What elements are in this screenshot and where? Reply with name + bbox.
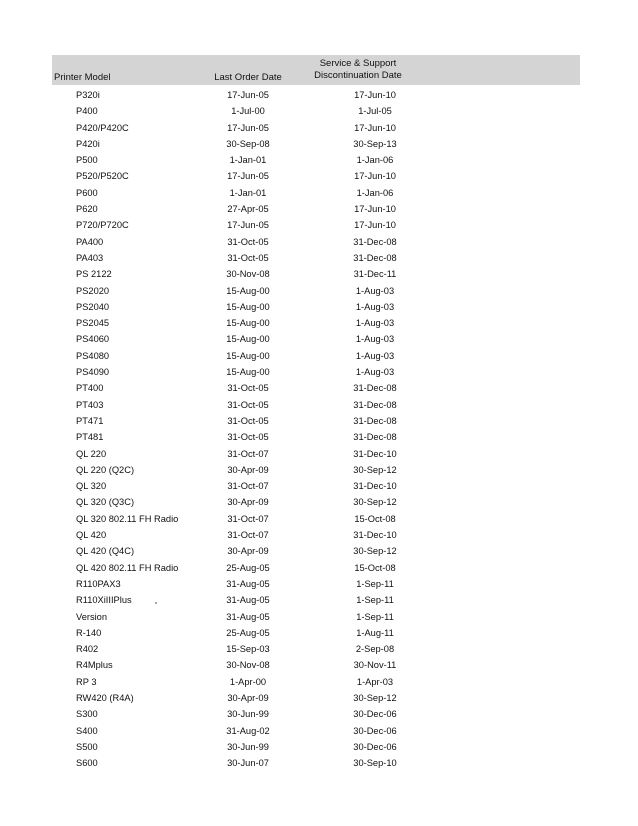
- cell-last-order-date: 31-Aug-02: [226, 725, 270, 736]
- cell-service-discontinuation: 30-Dec-06: [353, 725, 397, 736]
- cell-service-discontinuation: 1-Aug-03: [355, 318, 395, 329]
- cell-last-order-date: 30-Apr-09: [227, 546, 269, 557]
- cell-last-order-date: 31-Oct-07: [227, 530, 269, 541]
- table-row: [52, 135, 580, 151]
- cell-service-discontinuation: 1-Sep-11: [356, 595, 394, 606]
- cell-service-discontinuation: 1-Aug-11: [356, 627, 394, 638]
- table-row: [52, 640, 580, 656]
- cell-service-discontinuation: 31-Dec-08: [353, 399, 397, 410]
- cell-service-discontinuation: 17-Jun-10: [354, 90, 396, 100]
- cell-last-order-date: 1-Jul-00: [231, 106, 265, 117]
- table-row: [52, 200, 580, 216]
- cell-service-discontinuation: 30-Sep-13: [353, 138, 397, 149]
- cell-printer-model: P420i: [76, 138, 100, 149]
- cell-service-discontinuation: 1-Jan-06: [356, 155, 394, 166]
- table-row: [52, 624, 580, 640]
- cell-last-order-date: 30-Nov-08: [226, 660, 270, 671]
- cell-service-discontinuation: 1-Sep-11: [356, 611, 394, 622]
- table-row: [52, 722, 580, 738]
- cell-service-discontinuation: 30-Sep-12: [353, 497, 397, 508]
- cell-printer-model: PS2045: [76, 318, 110, 329]
- cell-service-discontinuation: 31-Dec-11: [353, 269, 397, 280]
- cell-last-order-date: 30-Sep-08: [226, 138, 270, 149]
- table-row: [52, 282, 580, 298]
- table-row: [52, 379, 580, 395]
- cell-printer-model: QL 320 802.11 FH Radio: [76, 513, 179, 524]
- cell-printer-model: S600: [76, 758, 98, 769]
- table-row: [52, 738, 580, 754]
- table-row: [52, 656, 580, 672]
- table-row: [52, 216, 580, 232]
- cell-printer-model: R402: [76, 644, 99, 655]
- table-row: [52, 575, 580, 591]
- cell-last-order-date: 1-Jan-01: [229, 187, 267, 198]
- cell-last-order-date: 30-Jun-99: [227, 741, 269, 752]
- header-service-line1: Service & Support: [319, 58, 397, 69]
- cell-printer-model: QL 420 (Q4C): [76, 546, 135, 557]
- header-service-discontinuation: [308, 58, 408, 82]
- cell-service-discontinuation: 1-Jan-06: [356, 187, 394, 198]
- cell-last-order-date: 31-Oct-07: [227, 513, 269, 524]
- cell-printer-model: P620: [76, 204, 98, 215]
- cell-service-discontinuation: 1-Aug-03: [355, 285, 395, 296]
- cell-printer-model: P320i: [76, 90, 100, 100]
- table-row: [52, 477, 580, 493]
- cell-last-order-date: 1-Apr-00: [229, 676, 267, 687]
- cell-service-discontinuation: 1-Aug-03: [355, 334, 395, 345]
- cell-last-order-date: 30-Apr-09: [227, 692, 269, 703]
- table-row: [52, 689, 580, 705]
- table-row: [52, 363, 580, 379]
- cell-printer-model: P400: [76, 106, 98, 117]
- cell-printer-model: PS4090: [76, 367, 110, 378]
- cell-service-discontinuation: 31-Dec-10: [353, 448, 397, 459]
- table-row: [52, 184, 580, 200]
- table-row: [52, 559, 580, 575]
- cell-last-order-date: 15-Aug-00: [226, 318, 270, 329]
- cell-printer-model: R110PAX3: [76, 578, 121, 589]
- cell-service-discontinuation: 1-Sep-11: [356, 578, 394, 589]
- cell-last-order-date: 31-Oct-05: [227, 383, 269, 394]
- cell-last-order-date: 31-Aug-05: [226, 578, 270, 589]
- cell-printer-model: S300: [76, 709, 98, 720]
- table-row: [52, 314, 580, 330]
- cell-last-order-date: 25-Aug-05: [226, 562, 270, 573]
- cell-service-discontinuation: 30-Dec-06: [353, 709, 397, 720]
- cell-service-discontinuation: 1-Aug-03: [355, 301, 395, 312]
- table-row: [52, 445, 580, 461]
- cell-service-discontinuation: 31-Dec-08: [353, 432, 397, 443]
- header-printer-model: Printer Model: [54, 72, 111, 83]
- cell-last-order-date: 15-Aug-00: [226, 350, 270, 361]
- cell-last-order-date: 31-Oct-05: [227, 415, 269, 426]
- cell-printer-model: PS 2122: [76, 269, 112, 280]
- table-row: [52, 493, 580, 509]
- cell-last-order-date: 17-Jun-05: [227, 220, 269, 231]
- table-header: [52, 55, 580, 85]
- cell-service-discontinuation: 2-Sep-08: [355, 644, 395, 655]
- cell-service-discontinuation: 30-Sep-12: [353, 464, 397, 475]
- cell-service-discontinuation: 30-Sep-10: [353, 758, 397, 769]
- cell-last-order-date: 17-Jun-05: [227, 171, 269, 182]
- cell-printer-model: S500: [76, 741, 98, 752]
- cell-service-discontinuation: 31-Dec-10: [353, 481, 397, 492]
- table-row: [52, 167, 580, 183]
- cell-service-discontinuation: 17-Jun-10: [354, 220, 396, 231]
- cell-last-order-date: 1-Jan-01: [229, 155, 267, 166]
- cell-last-order-date: 15-Aug-00: [226, 367, 270, 378]
- cell-last-order-date: 30-Jun-07: [227, 758, 269, 769]
- cell-printer-model: PS2040: [76, 301, 110, 312]
- table-row: [52, 412, 580, 428]
- cell-printer-model: QL 220: [76, 448, 107, 459]
- cell-service-discontinuation: 31-Dec-08: [353, 252, 397, 263]
- cell-last-order-date: 31-Aug-05: [226, 595, 270, 606]
- cell-printer-model: PS2020: [76, 285, 110, 296]
- cell-service-discontinuation: 15-Oct-08: [354, 562, 396, 573]
- cell-service-discontinuation: 1-Aug-03: [355, 350, 395, 361]
- cell-printer-model: QL 320 (Q3C): [76, 497, 135, 508]
- cell-last-order-date: 15-Sep-03: [226, 644, 270, 655]
- cell-last-order-date: 31-Oct-07: [227, 448, 269, 459]
- cell-printer-model: RP 3: [76, 676, 97, 687]
- cell-printer-model: QL 220 (Q2C): [76, 464, 135, 475]
- table-row: [52, 461, 580, 477]
- cell-service-discontinuation: 17-Jun-10: [354, 204, 396, 215]
- cell-printer-model: Version: [76, 611, 108, 622]
- cell-service-discontinuation: 1-Apr-03: [356, 676, 394, 687]
- cell-printer-model: P420/P420C: [76, 122, 129, 133]
- stray-mark: [155, 602, 157, 604]
- cell-last-order-date: 30-Nov-08: [226, 269, 270, 280]
- cell-last-order-date: 30-Jun-99: [227, 709, 269, 720]
- cell-service-discontinuation: 31-Dec-08: [353, 415, 397, 426]
- header-last-order-date: Last Order Date: [214, 72, 282, 83]
- table-row: [52, 330, 580, 346]
- cell-printer-model: R-140: [76, 627, 102, 638]
- header-service-line2: Discontinuation Date: [314, 70, 402, 81]
- table-row: [52, 102, 580, 118]
- table-row: [52, 428, 580, 444]
- cell-last-order-date: 17-Jun-05: [227, 122, 269, 133]
- cell-printer-model: P520/P520C: [76, 171, 129, 182]
- table-row: [52, 233, 580, 249]
- table-row: [52, 608, 580, 624]
- cell-printer-model: S400: [76, 725, 98, 736]
- cell-printer-model: R4Mplus: [76, 660, 113, 671]
- cell-service-discontinuation: 1-Aug-03: [355, 367, 395, 378]
- table-row: [52, 151, 580, 167]
- cell-service-discontinuation: 30-Dec-06: [353, 741, 397, 752]
- cell-printer-model: P720/P720C: [76, 220, 129, 231]
- cell-service-discontinuation: 15-Oct-08: [354, 513, 396, 524]
- cell-last-order-date: 17-Jun-05: [227, 90, 269, 100]
- cell-printer-model: QL 420 802.11 FH Radio: [76, 562, 179, 573]
- cell-last-order-date: 31-Oct-05: [227, 399, 269, 410]
- table-body: [52, 86, 580, 770]
- cell-printer-model: PT481: [76, 432, 104, 443]
- table-row: [52, 542, 580, 558]
- cell-service-discontinuation: 31-Dec-08: [353, 236, 397, 247]
- cell-service-discontinuation: 1-Jul-05: [358, 106, 392, 117]
- table-row: [52, 265, 580, 281]
- cell-printer-model: RW420 (R4A): [76, 692, 134, 703]
- cell-printer-model: PS4060: [76, 334, 110, 345]
- cell-printer-model: QL 420: [76, 530, 107, 541]
- cell-printer-model: PT403: [76, 399, 104, 410]
- cell-last-order-date: 30-Apr-09: [227, 464, 269, 475]
- table-row: [52, 673, 580, 689]
- table-row: [52, 591, 580, 607]
- cell-printer-model: R110XiIIIPlus: [76, 595, 132, 606]
- table-row: [52, 249, 580, 265]
- cell-printer-model: P500: [76, 155, 98, 166]
- table-row: [52, 396, 580, 412]
- cell-service-discontinuation: 30-Sep-12: [353, 546, 397, 557]
- cell-service-discontinuation: 17-Jun-10: [354, 122, 396, 133]
- table-row: [52, 705, 580, 721]
- cell-last-order-date: 25-Aug-05: [226, 627, 270, 638]
- cell-service-discontinuation: 31-Dec-08: [353, 383, 397, 394]
- table-row: [52, 86, 580, 102]
- cell-last-order-date: 15-Aug-00: [226, 285, 270, 296]
- cell-last-order-date: 31-Oct-07: [227, 481, 269, 492]
- table-row: [52, 526, 580, 542]
- cell-last-order-date: 31-Aug-05: [226, 611, 270, 622]
- cell-printer-model: PT471: [76, 415, 104, 426]
- cell-printer-model: QL 320: [76, 481, 107, 492]
- cell-last-order-date: 30-Apr-09: [227, 497, 269, 508]
- cell-service-discontinuation: 17-Jun-10: [354, 171, 396, 182]
- table-row: [52, 119, 580, 135]
- cell-printer-model: PA400: [76, 236, 104, 247]
- cell-service-discontinuation: 30-Nov-11: [353, 660, 397, 671]
- cell-service-discontinuation: 31-Dec-10: [353, 530, 397, 541]
- table-row: [52, 510, 580, 526]
- cell-printer-model: P600: [76, 187, 98, 198]
- cell-last-order-date: 31-Oct-05: [227, 236, 269, 247]
- cell-service-discontinuation: 30-Sep-12: [353, 692, 397, 703]
- cell-printer-model: PA403: [76, 252, 104, 263]
- cell-last-order-date: 15-Aug-00: [226, 301, 270, 312]
- cell-last-order-date: 31-Oct-05: [227, 252, 269, 263]
- table-row: [52, 347, 580, 363]
- cell-printer-model: PT400: [76, 383, 104, 394]
- table-row: [52, 754, 580, 770]
- table-row: [52, 298, 580, 314]
- cell-last-order-date: 15-Aug-00: [226, 334, 270, 345]
- cell-last-order-date: 27-Apr-05: [227, 204, 269, 215]
- cell-printer-model: PS4080: [76, 350, 110, 361]
- cell-last-order-date: 31-Oct-05: [227, 432, 269, 443]
